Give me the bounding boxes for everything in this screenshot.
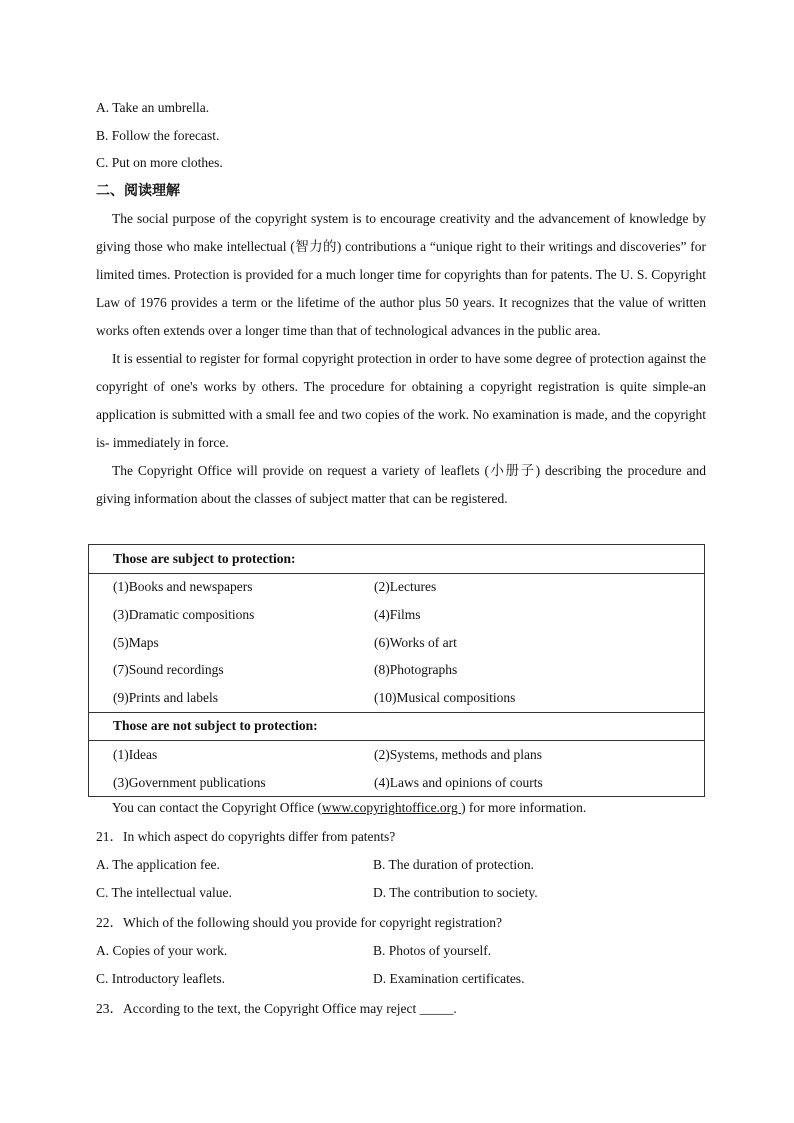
table-cell: (2)Lectures	[374, 579, 437, 595]
question-21-options-row-2	[96, 879, 706, 908]
table-row	[89, 684, 705, 712]
contact-text-before: You can contact the Copyright Office (	[112, 800, 322, 815]
contact-text-after: ) for more information.	[461, 800, 587, 815]
option-d[interactable]: D. The contribution to society.	[373, 885, 538, 900]
table-row	[89, 601, 705, 629]
table-cell: (4)Laws and opinions of courts	[374, 774, 543, 790]
table-row	[89, 573, 705, 601]
contact-line	[96, 794, 706, 822]
question-22-stem: 22．Which of the following should you provide for copyright registration?	[96, 914, 503, 930]
table-cell: (3)Dramatic compositions	[113, 606, 255, 622]
copyright-office-link[interactable]: www.copyrightoffice.org	[321, 800, 462, 815]
table-header-not-subject	[89, 712, 705, 741]
option-b[interactable]: B. The duration of protection.	[373, 856, 534, 872]
passage-paragraph-1: The social purpose of the copyright system is to encourage creativity and the advancement of knowledge by giving those who make intellectual (智力的) contributions a “unique right to their writings and discoveries” for limited times. Protection is provided for a much longer time for copyrights than for patents. The U. S. Copyright Law of 1976 provides a term or the lifetime of the author plus 50 years. It recognizes that the value of written works often extends over a longer time than that of technological advances in the public area.	[96, 210, 706, 338]
questions-section	[96, 794, 706, 1023]
document-body	[96, 94, 706, 513]
prev-option-b: B. Follow the forecast.	[96, 127, 220, 143]
option-c[interactable]: C. The intellectual value.	[96, 885, 232, 900]
option-c[interactable]: C. Introductory leaflets.	[96, 971, 225, 986]
passage-paragraph-2: It is essential to register for formal copyright protection in order to have some degree of protection against the copyright of one's works by others. The procedure for obtaining a copyright registration is quite simple-an application is submitted with a small fee and two copies of the work. No examination is made, and the copyright is- immediately in force.	[96, 350, 706, 450]
question-22-options-row-2	[96, 965, 706, 994]
table-cell: (4)Films	[374, 606, 421, 622]
table-cell: (1)Ideas	[113, 746, 158, 762]
table-cell: (9)Prints and labels	[113, 689, 218, 705]
subject-header: Those are subject to protection:	[89, 545, 705, 574]
table-cell: (1)Books and newspapers	[113, 579, 253, 595]
option-a[interactable]: A. Copies of your work.	[96, 942, 228, 958]
table-row	[89, 769, 705, 797]
table-cell: (6)Works of art	[374, 634, 457, 650]
table-cell: (10)Musical compositions	[374, 689, 516, 705]
protection-table	[88, 544, 705, 797]
table-row	[89, 629, 705, 657]
prev-option-c: C. Put on more clothes.	[96, 155, 223, 170]
table-cell: (7)Sound recordings	[113, 662, 224, 678]
option-a[interactable]: A. The application fee.	[96, 856, 220, 872]
question-23-stem: 23．According to the text, the Copyright Office may reject _____.	[96, 1000, 457, 1016]
table-cell: (3)Government publications	[113, 774, 266, 790]
table-row	[89, 656, 705, 684]
table-cell: (8)Photographs	[374, 662, 458, 678]
table-cell: (5)Maps	[113, 634, 159, 650]
option-b[interactable]: B. Photos of yourself.	[373, 942, 492, 958]
table-row	[89, 741, 705, 769]
question-21-options-row-1	[96, 851, 706, 880]
passage-paragraph-3: The Copyright Office will provide on request a variety of leaflets (小册子) describing the procedure and giving information about the classes of subject matter that can be registered.	[96, 462, 706, 506]
section-heading: 二、阅读理解	[96, 182, 180, 199]
question-21-stem: 21．In which aspect do copyrights differ from patents?	[96, 828, 396, 844]
prev-option-a: A. Take an umbrella.	[96, 100, 210, 115]
question-22-options-row-1	[96, 937, 706, 966]
table-header-subject	[89, 545, 705, 574]
option-d[interactable]: D. Examination certificates.	[373, 971, 525, 986]
not-subject-header: Those are not subject to protection:	[89, 712, 705, 741]
table-cell: (2)Systems, methods and plans	[374, 746, 542, 762]
